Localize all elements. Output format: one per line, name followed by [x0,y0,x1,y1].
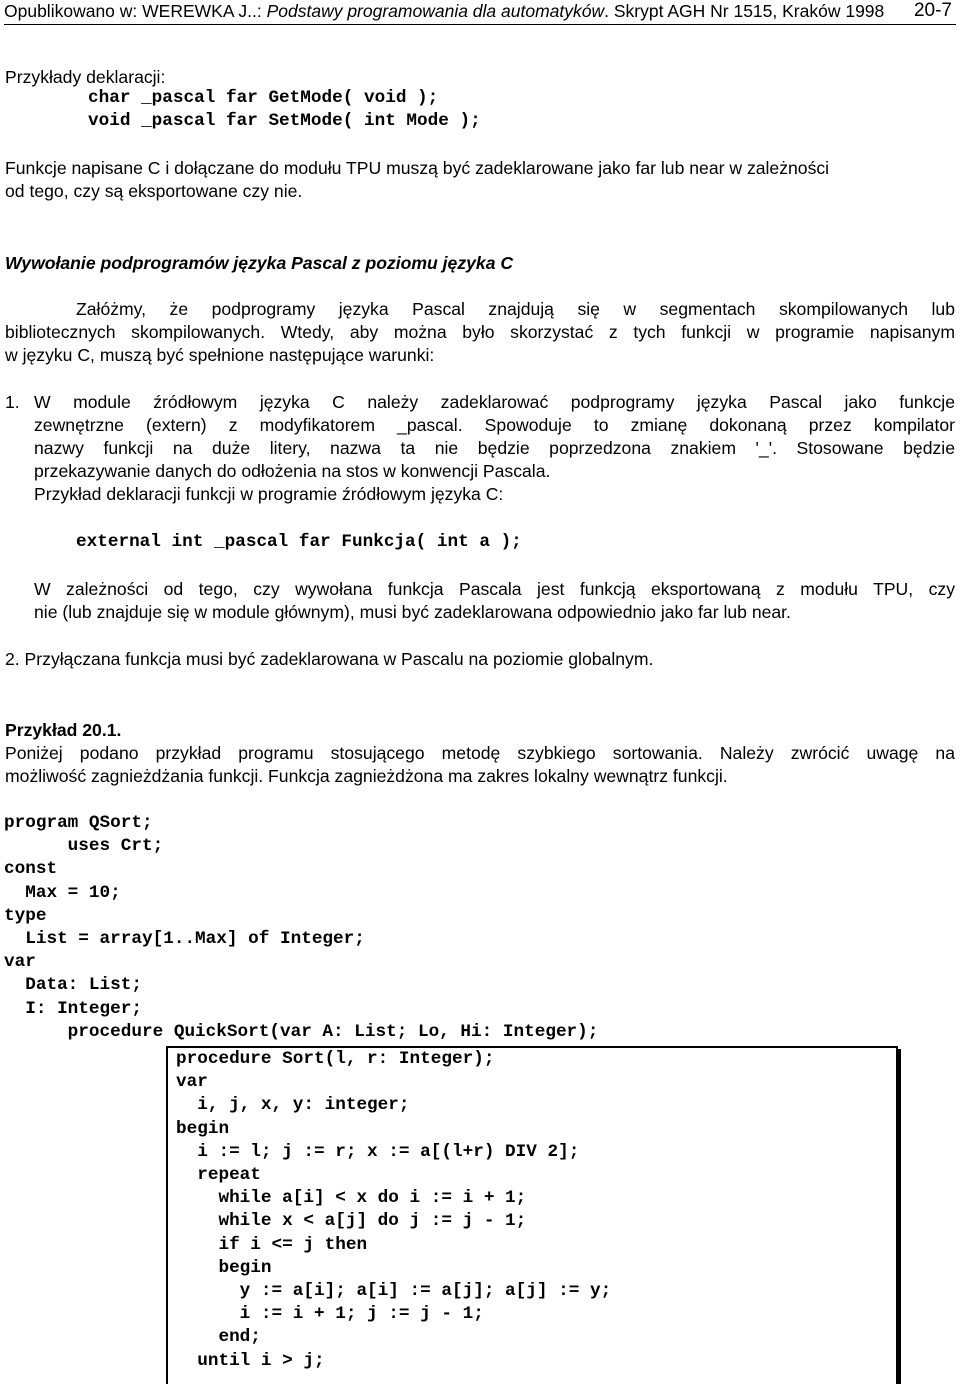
code-line: i := i + 1; j := j - 1; [176,1304,484,1325]
header-script-info: . Skrypt AGH Nr 1515, Kraków 1998 [604,1,885,21]
item-number: 1. [5,392,20,412]
page-number: 20-7 [913,0,952,21]
code-line: i, j, x, y: integer; [176,1095,410,1116]
code-line: program QSort; [4,813,153,833]
header-published-prefix: Opublikowano w: WEREWKA J..: [4,1,267,21]
code-line: begin [176,1257,272,1278]
code-line: Max = 10; [4,882,121,903]
item1-after-line: nie (lub znajduje się w module głównym), musi być zadeklarowana odpowiednio jako far lub near. [34,602,791,622]
item1-line: przekazywanie danych do odłożenia na stos w konwencji Pascala. [34,461,551,481]
decl-examples-label: Przykłady deklaracji: [5,67,166,87]
code-line: var [4,952,36,973]
code-line: while a[i] < x do i := i + 1; [176,1188,527,1209]
code-line: uses Crt; [4,836,164,857]
code-line: begin [176,1118,230,1139]
item1-line: W module źródłowym języka C należy zadeklarować podprogramy języka Pascal jako funkcje [34,392,955,412]
para-assume-line: w języku C, muszą być spełnione następujące warunki: [5,345,435,365]
code-line: procedure QuickSort(var A: List; Lo, Hi: Integer); [4,1021,599,1042]
code-line: const [4,859,58,880]
para-assume-line: bibliotecznych skompilowanych. Wtedy, aby można było skorzystać z tych funkcji w programie napisanym [5,322,955,342]
code-line: type [4,905,47,926]
code-line: i := l; j := r; x := a[(l+r) DIV 2]; [176,1141,580,1162]
code-line: while x < a[j] do j := j - 1; [176,1211,527,1232]
decl-example-line: char _pascal far GetMode( void ); [88,88,439,108]
header-citation [4,0,884,22]
nested-procedure-listing [176,1048,611,1373]
item2-text: 2. Przyłączana funkcja musi być zadeklarowana w Pascalu na poziomie globalnym. [5,649,654,669]
para-c-functions-line: Funkcje napisane C i dołączane do modułu TPU muszą być zadeklarowane jako far lub near w zależności [5,158,830,178]
running-header [4,0,956,25]
code-line: if i <= j then [176,1234,368,1255]
program-listing [4,812,598,1044]
code-line: until i > j; [176,1350,325,1371]
section-heading: Wywołanie podprogramów języka Pascal z poziomu języka C [5,253,514,273]
code-line: procedure Sort(l, r: Integer); [176,1049,495,1069]
code-line: repeat [176,1165,261,1186]
code-line: y := a[i]; a[i] := a[j]; a[j] := y; [176,1281,612,1302]
header-book-title: Podstawy programowania dla automatyków [266,1,605,21]
item1-after-line: W zależności od tego, czy wywołana funkcja Pascala jest funkcją eksportowaną z modułu TPU, czy [34,579,955,599]
code-line: I: Integer; [4,998,142,1019]
para-c-functions-line: od tego, czy są eksportowane czy nie. [5,181,303,201]
item1-line: Przykład deklaracji funkcji w programie źródłowym języka C: [34,484,504,504]
item1-line: nazwy funkcji na duże litery, nazwa ta nie będzie poprzedzona znakiem '_'. Stosowane będzie [34,438,955,458]
item1-line: zewnętrzne (extern) z modyfikatorem _pascal. Spowoduje to zmianę dokonaną przez kompilator [34,415,955,435]
example-title: Przykład 20.1. [5,720,122,740]
code-line: List = array[1..Max] of Integer; [4,929,365,950]
example-line: Poniżej podano przykład programu stosującego metodę szybkiego sortowania. Należy zwrócić uwagę na [5,743,955,763]
code-line: end; [176,1327,261,1348]
code-line: Data: List; [4,975,142,996]
code-line: var [176,1072,208,1093]
para-assume-line: Załóżmy, że podprogramy języka Pascal znajdują się w segmentach skompilowanych lub [76,299,955,319]
decl-example-line: void _pascal far SetMode( int Mode ); [88,111,481,131]
example-line: możliwość zagnieżdżania funkcji. Funkcja zagnieżdżona ma zakres lokalny wewnątrz funkcji. [5,766,728,786]
pascal-decl-code: external int _pascal far Funkcja( int a ); [76,532,522,552]
